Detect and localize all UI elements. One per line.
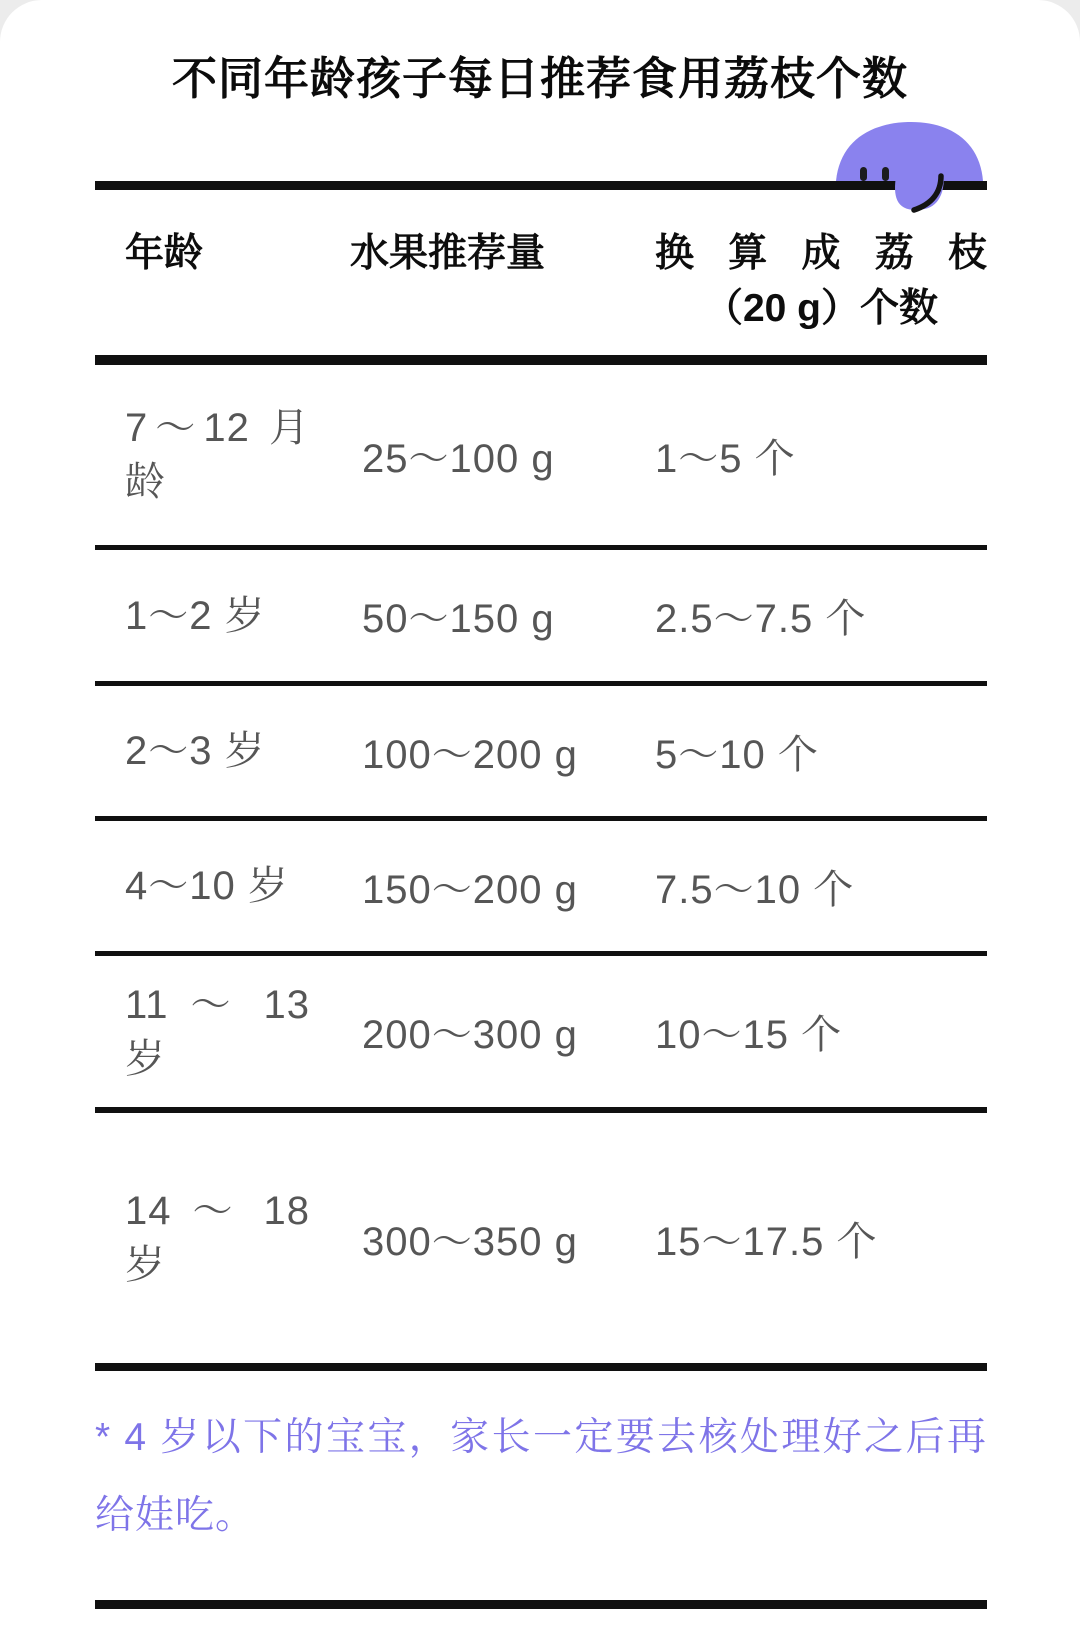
footnote: * 4 岁以下的宝宝，家长一定要去核处理好之后再给娃吃。 <box>95 1416 987 1537</box>
bottom-rule <box>95 1600 987 1609</box>
recommendation-table <box>95 181 987 1371</box>
header-count-line2: （20 g）个数 <box>703 287 939 330</box>
cell-age: 14 ～ 18 岁 <box>125 1189 310 1287</box>
header-cell-age: 年龄 <box>125 232 204 275</box>
table-row <box>95 686 987 821</box>
cell-age: 1～2 岁 <box>125 593 266 638</box>
header-cell-amount: 水果推荐量 <box>350 232 546 275</box>
cell-amount: 50～150 g <box>362 597 555 641</box>
header-count-line1: 换算成荔枝 <box>655 232 987 275</box>
table-row <box>95 365 987 550</box>
cell-amount: 100～200 g <box>362 732 578 777</box>
cell-age: 4～10 岁 <box>125 864 289 908</box>
cell-count: 15～17.5 个 <box>655 1219 878 1264</box>
purple-blob-icon <box>828 118 988 218</box>
cell-age: 7～12 月 龄 <box>125 406 310 504</box>
cell-amount: 300～350 g <box>362 1219 578 1264</box>
cell-count: 7.5～10 个 <box>655 867 855 912</box>
page-title: 不同年龄孩子每日推荐食用荔枝个数 <box>171 53 908 104</box>
cell-count: 10～15 个 <box>655 1013 843 1057</box>
table-row <box>95 550 987 686</box>
cell-count: 2.5～7.5 个 <box>655 597 867 641</box>
cell-amount: 25～100 g <box>362 436 555 481</box>
cell-amount: 150～200 g <box>362 867 578 912</box>
table-row <box>95 821 987 956</box>
table-sheet <box>95 181 987 1609</box>
cell-amount: 200～300 g <box>362 1013 578 1057</box>
cell-count: 5～10 个 <box>655 732 819 777</box>
cell-age: 2～3 岁 <box>125 729 266 773</box>
mascot-eye-icon <box>860 167 867 181</box>
table-row <box>95 1113 987 1371</box>
mascot-eye-icon <box>882 167 889 181</box>
header-cell-count <box>655 226 987 336</box>
table-row <box>95 956 987 1113</box>
cell-age: 11 ～ 13 岁 <box>125 982 310 1081</box>
cell-count: 1～5 个 <box>655 436 796 481</box>
